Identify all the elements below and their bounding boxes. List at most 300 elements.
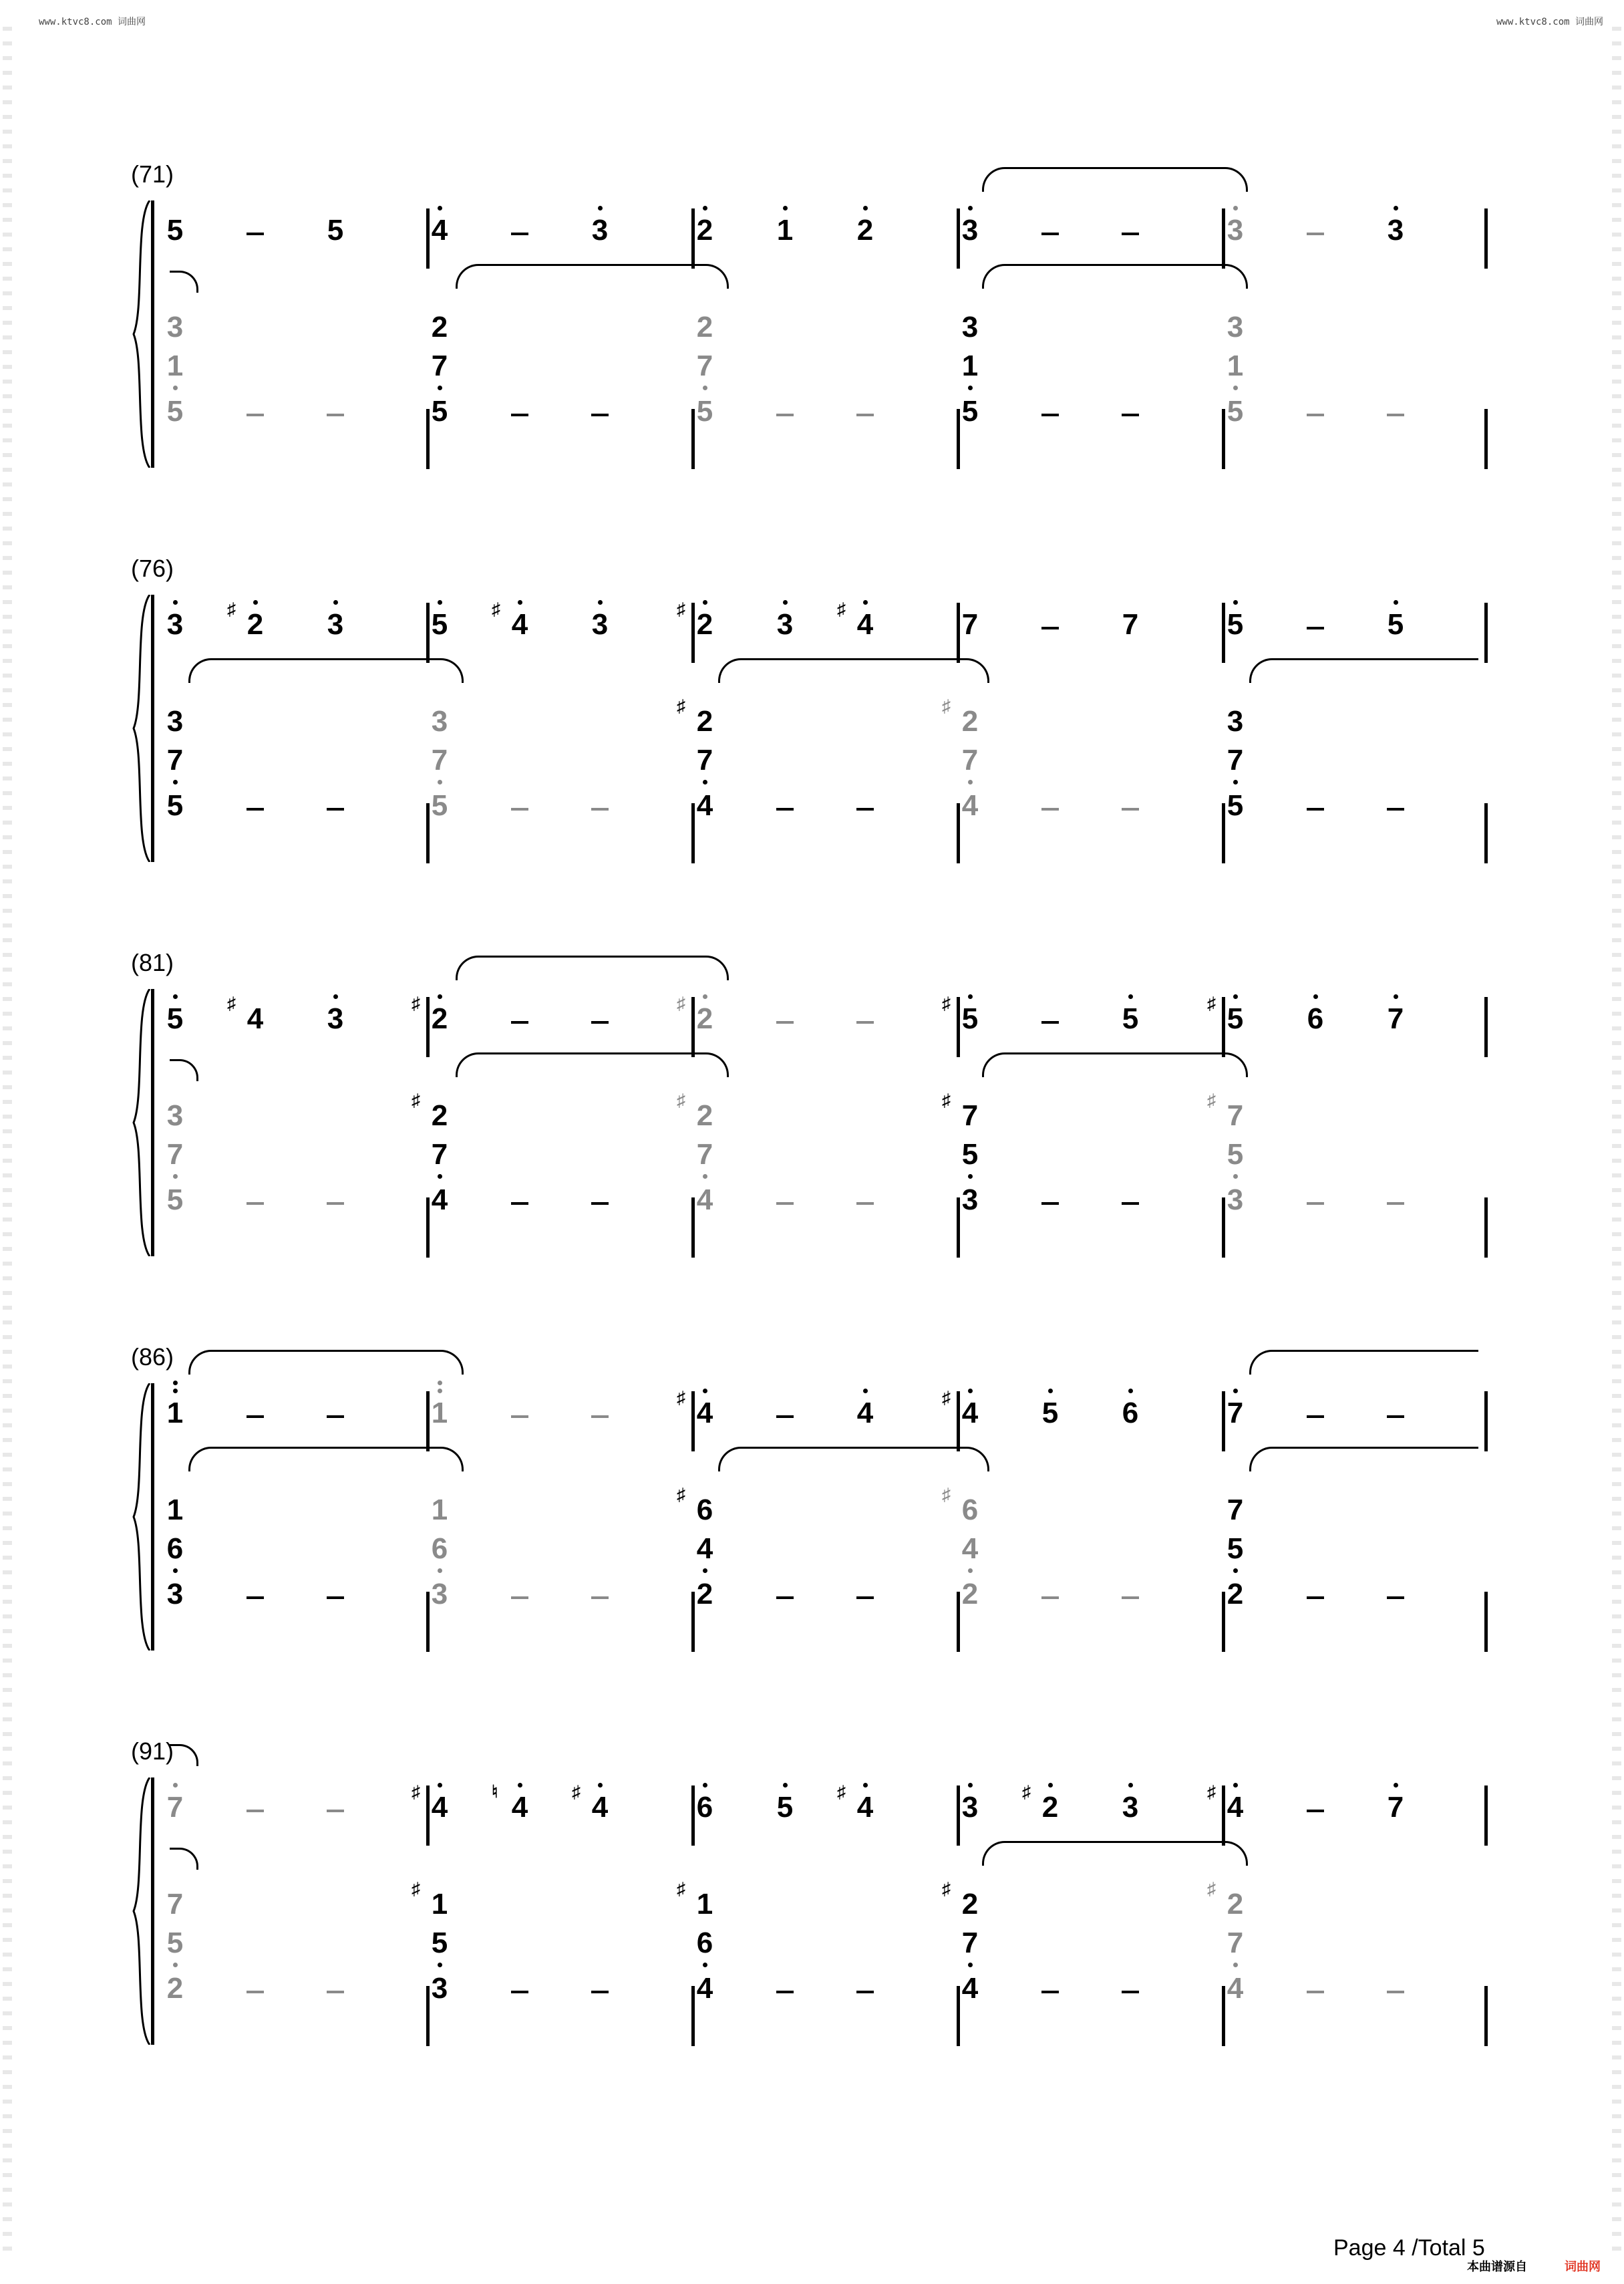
note-digit: 7	[431, 349, 448, 382]
melody-note	[420, 601, 460, 655]
bass-dash	[511, 1596, 528, 1599]
note-digit: 5	[776, 1791, 794, 1824]
octave-dot-below	[703, 780, 707, 784]
measure-number: (71)	[131, 160, 174, 188]
bass-dash	[1307, 808, 1324, 811]
accidental-sign: ♯	[677, 599, 685, 619]
bass-chord-note	[155, 1965, 195, 2019]
melody-note	[1215, 601, 1255, 655]
melody-note	[1207, 993, 1255, 1049]
accidental-sign: ♯	[677, 1484, 685, 1504]
melody-dash	[1122, 233, 1139, 235]
note-digit: 1	[166, 1493, 184, 1526]
melody-note	[155, 1784, 195, 1838]
melody-dash	[591, 1021, 609, 1024]
note-digit: 4	[856, 608, 874, 641]
note-digit: 1	[166, 349, 184, 382]
accidental-sign: ♯	[572, 1781, 581, 1802]
note-digit: 3	[327, 608, 344, 641]
note-digit: 7	[166, 1138, 184, 1171]
bass-dash	[591, 414, 609, 416]
octave-dot-above	[1233, 600, 1238, 605]
note-digit: 2	[696, 1002, 713, 1035]
octave-dot-above	[783, 600, 788, 605]
octave-dot-below	[1233, 1174, 1238, 1179]
note-digit: 5	[1227, 395, 1244, 428]
octave-dot-below	[1233, 386, 1238, 390]
note-digit: 5	[1227, 1002, 1244, 1035]
note-digit: 4	[431, 1791, 448, 1824]
melody-note	[837, 599, 885, 655]
octave-dot-above	[968, 206, 973, 210]
octave-dot-above	[863, 206, 868, 210]
measure-number: (76)	[131, 555, 174, 582]
barline	[1484, 803, 1488, 863]
bass-dash	[1041, 1991, 1059, 1993]
octave-dot-above	[173, 1783, 178, 1788]
melody-note	[837, 1781, 885, 1838]
melody-dash	[1041, 1021, 1059, 1024]
octave-dot-below	[173, 1963, 178, 1967]
tie-arc	[456, 264, 729, 289]
octave-dot-above	[518, 1783, 522, 1788]
note-digit: 5	[431, 395, 448, 428]
tie-arc	[1249, 658, 1478, 683]
note-digit: 7	[1227, 1397, 1244, 1429]
tie-continuation-arc	[170, 1059, 198, 1081]
octave-dot-below	[1233, 780, 1238, 784]
melody-note	[1110, 1784, 1150, 1838]
octave-dot-above	[1128, 994, 1133, 999]
melody-dash	[327, 1415, 344, 1418]
note-digit: 4	[591, 1791, 609, 1824]
note-digit: 4	[431, 1183, 448, 1216]
note-digit: 7	[696, 349, 713, 382]
melody-dash	[1307, 1810, 1324, 1812]
system-line	[151, 1383, 154, 1651]
melody-dash	[327, 1810, 344, 1812]
note-digit: 5	[1041, 1397, 1059, 1429]
melody-note	[942, 993, 990, 1049]
bass-dash	[591, 1596, 609, 1599]
accidental-sign: ♯	[942, 1484, 951, 1504]
note-digit: 5	[961, 1138, 979, 1171]
brand-logo: 词曲网	[1565, 2260, 1601, 2273]
bass-chord-note	[950, 1177, 990, 1230]
note-digit: 2	[166, 1972, 184, 2005]
note-digit: 6	[696, 1493, 713, 1526]
accidental-sign: ♮	[492, 1781, 498, 1802]
note-digit: 5	[1122, 1002, 1139, 1035]
accidental-sign: ♯	[942, 696, 951, 716]
melody-note	[155, 207, 195, 261]
accidental-sign: ♯	[227, 599, 236, 619]
octave-dot-above	[968, 994, 973, 999]
octave-dot-below	[703, 1174, 707, 1179]
bass-dash	[1122, 1991, 1139, 1993]
octave-dot-above	[173, 600, 178, 605]
bass-chord-note	[1215, 1177, 1255, 1230]
octave-dot-above	[863, 1783, 868, 1788]
tie-arc	[188, 1350, 464, 1375]
staff-system	[0, 1343, 1624, 1704]
note-digit: 3	[431, 1578, 448, 1610]
melody-note	[155, 996, 195, 1049]
melody-dash	[1307, 233, 1324, 235]
system-line	[151, 200, 154, 468]
note-digit: 7	[1387, 1002, 1404, 1035]
bass-dash	[856, 1202, 874, 1205]
note-digit: 2	[696, 705, 713, 738]
octave-dot-above	[438, 600, 442, 605]
octave-dot-below	[703, 1568, 707, 1573]
note-digit: 7	[1122, 608, 1139, 641]
note-digit: 5	[166, 1926, 184, 1959]
melody-note	[315, 996, 355, 1049]
note-digit: 1	[696, 1888, 713, 1920]
tie-continuation-arc	[170, 271, 198, 293]
octave-dot-below	[703, 386, 707, 390]
octave-dot-above	[333, 600, 338, 605]
note-digit: 4	[961, 789, 979, 822]
melody-dash	[1387, 1415, 1404, 1418]
note-digit: 3	[1227, 214, 1244, 247]
octave-dot-below	[438, 780, 442, 784]
bass-dash	[856, 414, 874, 416]
melody-note	[765, 1784, 805, 1838]
note-digit: 2	[696, 608, 713, 641]
bass-dash	[247, 1991, 264, 1993]
melody-note	[765, 601, 805, 655]
melody-dash	[1041, 233, 1059, 235]
bass-dash	[1122, 1596, 1139, 1599]
staff-system	[0, 949, 1624, 1310]
bass-dash	[856, 808, 874, 811]
octave-dot-below	[1233, 1568, 1238, 1573]
melody-dash	[776, 1415, 794, 1418]
melody-note	[685, 207, 725, 261]
bass-dash	[1122, 808, 1139, 811]
note-digit: 6	[696, 1926, 713, 1959]
octave-dot-above	[438, 1389, 442, 1393]
octave-dot-above	[968, 1389, 973, 1393]
note-digit: 2	[431, 1002, 448, 1035]
note-digit: 7	[961, 1926, 979, 1959]
note-digit: 3	[1227, 1183, 1244, 1216]
note-digit: 3	[166, 1578, 184, 1610]
melody-note	[420, 1390, 460, 1443]
melody-note	[492, 599, 540, 655]
octave-dot-above	[438, 206, 442, 210]
note-digit: 3	[591, 214, 609, 247]
page-counter: Page 4 /Total 5	[1333, 2235, 1485, 2261]
note-digit: 4	[511, 608, 528, 641]
note-digit: 7	[1227, 1926, 1244, 1959]
tie-arc	[718, 658, 989, 683]
note-digit: 5	[1227, 608, 1244, 641]
bass-chord-note	[685, 782, 725, 836]
bass-dash	[247, 1596, 264, 1599]
bass-dash	[511, 1991, 528, 1993]
accidental-sign: ♯	[1207, 1878, 1216, 1898]
octave-dot-below	[968, 1963, 973, 1967]
note-digit: 7	[696, 744, 713, 776]
note-digit: 3	[1227, 705, 1244, 738]
melody-note	[420, 207, 460, 261]
note-digit: 5	[166, 789, 184, 822]
note-digit: 5	[166, 1183, 184, 1216]
octave-dot-above	[518, 600, 522, 605]
note-digit: 6	[696, 1791, 713, 1824]
note-digit: 1	[166, 1397, 184, 1429]
bass-dash	[776, 1596, 794, 1599]
octave-dot-below	[173, 386, 178, 390]
octave-dot-above	[703, 994, 707, 999]
note-digit: 4	[247, 1002, 264, 1035]
note-digit: 3	[166, 311, 184, 343]
bass-dash	[1122, 1202, 1139, 1205]
note-digit: 5	[1387, 608, 1404, 641]
melody-note	[412, 993, 460, 1049]
note-digit: 2	[856, 214, 874, 247]
note-digit: 3	[961, 1791, 979, 1824]
note-digit: 3	[327, 1002, 344, 1035]
barline	[1484, 208, 1488, 269]
barline	[1484, 1986, 1488, 2046]
accidental-sign: ♯	[1207, 993, 1216, 1013]
accidental-sign: ♯	[227, 993, 236, 1013]
note-digit: 3	[1122, 1791, 1139, 1824]
melody-note	[1215, 1390, 1255, 1443]
note-digit: 2	[696, 1099, 713, 1132]
melody-note	[1030, 1390, 1070, 1443]
staff-system	[0, 1737, 1624, 2098]
note-digit: 3	[591, 608, 609, 641]
octave-dot-below	[438, 1963, 442, 1967]
tie-arc	[982, 1052, 1248, 1077]
octave-dot-above	[1048, 1389, 1053, 1393]
octave-dot-below	[1233, 1963, 1238, 1967]
octave-dot-above	[968, 1783, 973, 1788]
accidental-sign: ♯	[412, 993, 420, 1013]
bass-dash	[1387, 808, 1404, 811]
octave-dot-above	[1394, 994, 1398, 999]
bass-dash	[247, 808, 264, 811]
note-digit: 1	[776, 214, 794, 247]
bass-dash	[776, 808, 794, 811]
melody-dash	[511, 233, 528, 235]
bass-chord-note	[420, 1571, 460, 1624]
bass-dash	[511, 1202, 528, 1205]
tie-arc	[456, 956, 729, 980]
octave-dot-above	[1128, 1389, 1133, 1393]
melody-note	[1110, 601, 1150, 655]
bass-chord-note	[950, 388, 990, 442]
melody-note	[942, 1387, 990, 1443]
octave-dot-above	[438, 994, 442, 999]
grand-staff-brace	[130, 989, 152, 1256]
note-digit: 4	[1227, 1972, 1244, 2005]
note-digit: 6	[431, 1532, 448, 1565]
grand-staff-brace	[130, 200, 152, 468]
accidental-sign: ♯	[942, 1090, 951, 1110]
grand-staff-brace	[130, 1383, 152, 1651]
bass-chord-note	[420, 1177, 460, 1230]
measure-number: (86)	[131, 1343, 174, 1371]
bass-chord-note	[155, 388, 195, 442]
bass-dash	[591, 1991, 609, 1993]
grand-staff-brace	[130, 595, 152, 862]
note-digit: 3	[431, 705, 448, 738]
note-digit: 7	[961, 744, 979, 776]
bass-dash	[511, 414, 528, 416]
octave-dot-above	[173, 1389, 178, 1393]
melody-dash	[511, 1415, 528, 1418]
system-line	[151, 989, 154, 1256]
note-digit: 2	[1227, 1888, 1244, 1920]
note-digit: 6	[961, 1493, 979, 1526]
octave-dot-below	[438, 1568, 442, 1573]
accidental-sign: ♯	[837, 1781, 846, 1802]
note-digit: 2	[696, 311, 713, 343]
staff-system	[0, 160, 1624, 521]
note-digit: 4	[511, 1791, 528, 1824]
note-digit: 1	[431, 1397, 448, 1429]
note-digit: 7	[1227, 744, 1244, 776]
bass-chord-note	[685, 1965, 725, 2019]
note-digit: 4	[961, 1397, 979, 1429]
octave-dot-below	[438, 1174, 442, 1179]
tie-continuation-arc	[170, 1848, 198, 1870]
source-label: 本曲谱源自	[1467, 2260, 1527, 2273]
accidental-sign: ♯	[1207, 1090, 1216, 1110]
melody-note	[155, 601, 195, 655]
accidental-sign: ♯	[942, 993, 951, 1013]
bass-dash	[1387, 414, 1404, 416]
octave-dot-below	[968, 386, 973, 390]
note-digit: 7	[1387, 1791, 1404, 1824]
note-digit: 4	[696, 1532, 713, 1565]
bass-chord-note	[1215, 782, 1255, 836]
melody-note	[315, 601, 355, 655]
bass-dash	[1387, 1991, 1404, 1993]
note-digit: 5	[431, 1926, 448, 1959]
measure-number: (81)	[131, 949, 174, 976]
note-digit: 7	[1227, 1099, 1244, 1132]
tie-continuation-arc	[170, 1744, 198, 1766]
melody-note	[1215, 207, 1255, 261]
melody-note	[580, 207, 620, 261]
octave-dot-above	[1233, 1389, 1238, 1393]
bass-dash	[327, 1596, 344, 1599]
note-digit: 5	[166, 214, 184, 247]
melody-note	[227, 993, 275, 1049]
octave-dot-below	[173, 1568, 178, 1573]
melody-dash	[247, 1810, 264, 1812]
note-digit: 7	[431, 1138, 448, 1171]
note-digit: 7	[431, 744, 448, 776]
bass-chord-note	[685, 1571, 725, 1624]
octave-dot-above	[1394, 206, 1398, 210]
note-digit: 5	[1227, 1138, 1244, 1171]
bass-dash	[327, 1991, 344, 1993]
bass-chord-note	[1215, 1571, 1255, 1624]
octave-dot-above	[1128, 1783, 1133, 1788]
bass-chord-note	[1215, 1965, 1255, 2019]
melody-note	[580, 601, 620, 655]
melody-note	[677, 1387, 725, 1443]
note-digit: 5	[696, 395, 713, 428]
bass-dash	[327, 1202, 344, 1205]
bass-chord-note	[155, 782, 195, 836]
bass-chord-note	[950, 1965, 990, 2019]
melody-note	[492, 1781, 540, 1838]
octave-dot-above	[438, 1381, 442, 1385]
bass-dash	[327, 414, 344, 416]
note-digit: 4	[696, 789, 713, 822]
melody-note	[1022, 1781, 1070, 1838]
melody-dash	[856, 1021, 874, 1024]
note-digit: 2	[431, 311, 448, 343]
melody-note	[677, 599, 725, 655]
bass-dash	[1387, 1202, 1404, 1205]
note-digit: 7	[1227, 1493, 1244, 1526]
bass-dash	[1307, 414, 1324, 416]
melody-note	[950, 601, 990, 655]
octave-dot-above	[863, 600, 868, 605]
octave-dot-above	[1313, 994, 1318, 999]
melody-dash	[776, 1021, 794, 1024]
note-digit: 3	[961, 214, 979, 247]
octave-dot-above	[598, 600, 603, 605]
note-digit: 4	[961, 1972, 979, 2005]
note-digit: 5	[327, 214, 344, 247]
accidental-sign: ♯	[677, 1878, 685, 1898]
note-digit: 1	[1227, 349, 1244, 382]
melody-note	[845, 1390, 885, 1443]
note-digit: 4	[431, 214, 448, 247]
tie-arc	[1249, 1447, 1478, 1471]
octave-dot-below	[703, 1963, 707, 1967]
accidental-sign: ♯	[677, 993, 685, 1013]
note-digit: 2	[1041, 1791, 1059, 1824]
octave-dot-above	[253, 600, 258, 605]
tie-arc	[188, 1447, 464, 1471]
melody-note	[1375, 996, 1416, 1049]
octave-dot-above	[438, 1783, 442, 1788]
octave-dot-above	[1233, 994, 1238, 999]
tie-arc	[982, 167, 1248, 192]
melody-note	[572, 1781, 620, 1838]
octave-dot-above	[703, 1389, 707, 1393]
bass-dash	[1041, 1596, 1059, 1599]
melody-note	[950, 1784, 990, 1838]
note-digit: 5	[166, 395, 184, 428]
accidental-sign: ♯	[412, 1781, 420, 1802]
bass-chord-note	[685, 388, 725, 442]
bass-chord-note	[1215, 388, 1255, 442]
bass-chord-note	[950, 782, 990, 836]
bass-dash	[1041, 808, 1059, 811]
accidental-sign: ♯	[942, 1387, 951, 1407]
barline	[1484, 997, 1488, 1057]
note-digit: 4	[696, 1183, 713, 1216]
staff-system	[0, 555, 1624, 915]
accidental-sign: ♯	[837, 599, 846, 619]
melody-note	[1110, 996, 1150, 1049]
note-digit: 3	[166, 1099, 184, 1132]
barline	[1484, 1592, 1488, 1652]
